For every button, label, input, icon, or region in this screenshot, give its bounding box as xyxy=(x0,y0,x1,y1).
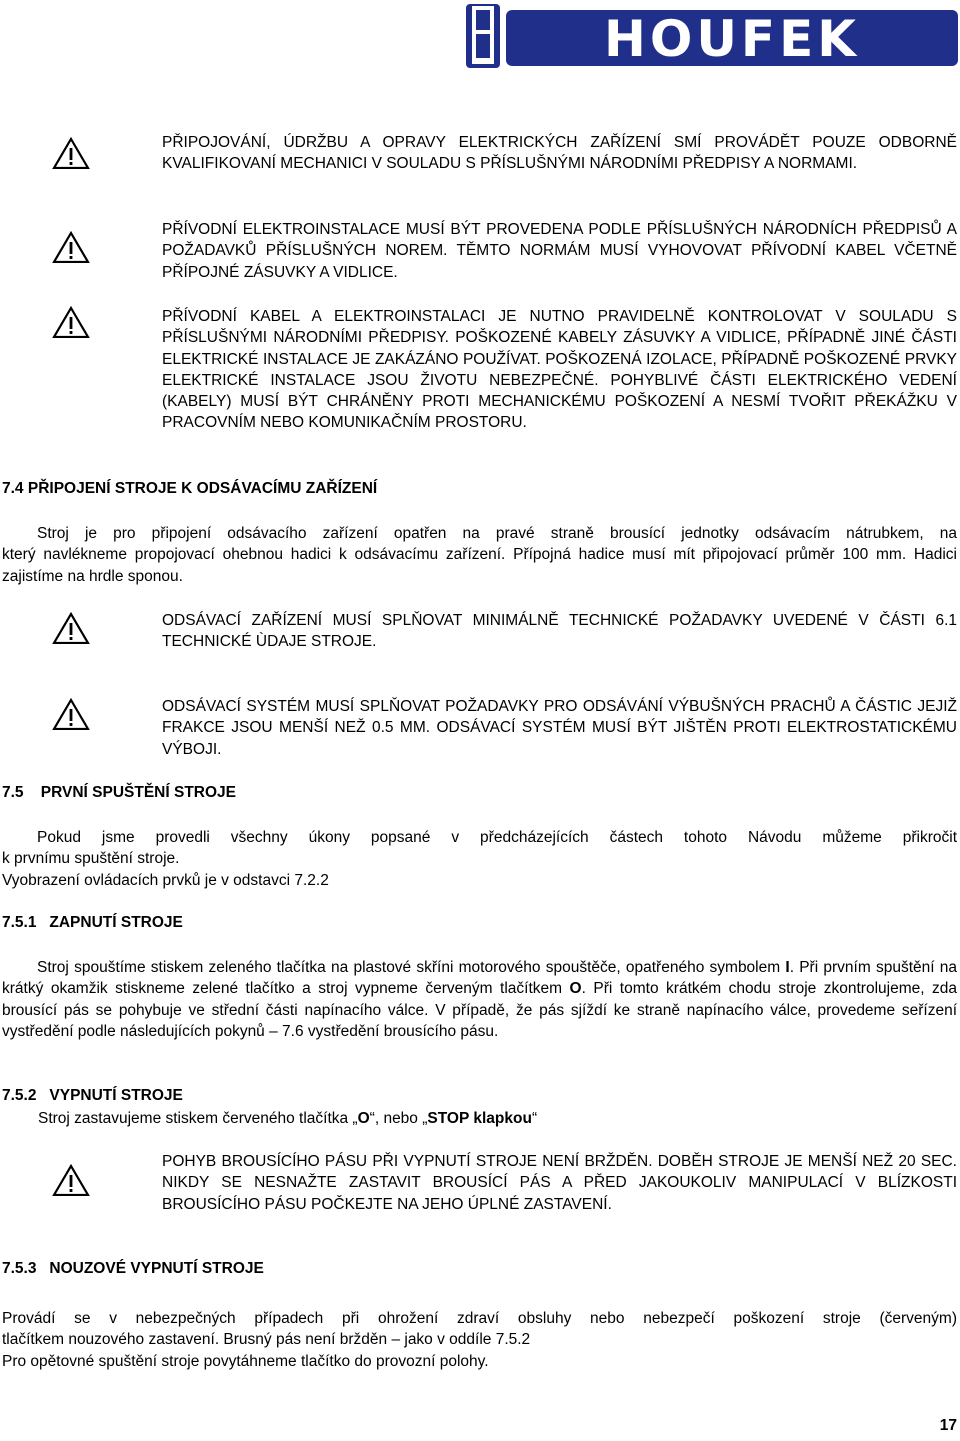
section-heading-7-5-1: 7.5.1 ZAPNUTÍ STROJE xyxy=(2,914,183,931)
paragraph-text: . Při prvním spuštění na krátký okamžik stiskneme zelené tlačítko a stroj vypneme červeným tlačítkem xyxy=(2,959,957,998)
logo-tower-icon xyxy=(466,4,500,68)
paragraph-text: “ xyxy=(531,1110,538,1127)
warning-text-connection: PŘIPOJOVÁNÍ, ÚDRŽBU A OPRAVY ELEKTRICKÝCH ZAŘÍZENÍ SMÍ PROVÁDĚT POUZE ODBORNĚ KVALIFIKOVANÍ MECHANICI V SOULADU S PŘÍSLUŠNÝMI NÁRODNÍMI PŘEDPISY A NORMAMI. xyxy=(162,134,957,173)
section-7-4-paragraph xyxy=(2,523,957,587)
warning-triangle-icon xyxy=(52,612,90,644)
paragraph-line: tlačítkem nouzového zastavení. Brusný pás není bržděn – jako v oddíle 7.5.2 xyxy=(2,1331,531,1349)
paragraph-text: . Při tomto krátkém chodu stroje zkontrolujeme, zda brousící pás se pohybuje ve střední části napínacího válce. V případě, že pás sjíždí ke straně napínacího válce, provedeme seřízení vystředění podle následujících pokynů – 7.6 vystředění brousícího pásu. xyxy=(2,980,958,1040)
paragraph-line: Vyobrazení ovládacích prvků je v odstavci 7.2.2 xyxy=(2,871,329,889)
houfek-logo xyxy=(462,0,960,72)
paragraph-line: k prvnímu spuštění stroje. xyxy=(2,850,180,868)
warning-text-cable-inspection: PŘÍVODNÍ KABEL A ELEKTROINSTALACI JE NUTNO PRAVIDELNĚ KONTROLOVAT V SOULADU S PŘÍSLUŠNÝMI NÁRODNÍMI PŘEDPISY. POŠKOZENÉ KABELY ZÁSUVKY A VIDLICE, PŘÍPADNĚ JINÉ ČÁSTI ELEKTRICKÉ INSTALACE JE ZAKÁZÁNO POUŽÍVAT. POŠKOZENÁ IZOLACE, PŘÍPADNĚ POŠKOZENÉ PRVKY ELEKTRICKÉ INSTALACE JSOU ŽIVOTU NEBEZPEČNÉ. POHYBLIVÉ ČÁSTI ELEKTRICKÉHO VEDENÍ (KABELY) MUSÍ BÝT CHRÁNĚNY PROTI MECHANICKÉMU POŠKOZENÍ A NESMÍ TVOŘIT PŘEKÁŽKU V PRACOVNÍM NEBO KOMUNIKAČNÍM PROSTORU. xyxy=(162,308,957,432)
section-heading-7-4: 7.4 PŘIPOJENÍ STROJE K ODSÁVACÍMU ZAŘÍZENÍ xyxy=(2,480,378,497)
section-heading-7-5: 7.5 PRVNÍ SPUŠTĚNÍ STROJE xyxy=(2,784,237,801)
paragraph-text: Stroj zastavujeme stiskem červeného tlačítka „ xyxy=(38,1110,358,1127)
warning-triangle-icon xyxy=(52,698,90,730)
warning-text-explosive-dust: ODSÁVACÍ SYSTÉM MUSÍ SPLŇOVAT POŽADAVKY PRO ODSÁVÁNÍ VÝBUŠNÝCH PRACHŮ A ČÁSTIC JEJIŽ FRAKCE JSOU MENŠÍ NEŽ 0.5 MM. ODSÁVACÍ SYSTÉM MUSÍ BÝT JIŠTĚN PROTI ELEKTROSTATICKÉMU VÝBOJI. xyxy=(162,698,957,758)
warning-text-belt-not-braked: POHYB BROUSÍCÍHO PÁSU PŘI VYPNUTÍ STROJE NENÍ BRŽDĚN. DOBĚH STROJE JE MENŠÍ NEŽ 20 SEC. NIKDY SE NESNAŽTE ZASTAVIT BROUSÍCÍ PÁS A PŘED JAKOUKOLIV MANIPULACÍ V BLÍZKOSTI BROUSÍCÍHO PÁSU POČKEJTE NA JEHO ÚPLNÉ ZASTAVENÍ. xyxy=(162,1153,957,1213)
warning-triangle-icon xyxy=(52,137,90,169)
section-7-5-2-paragraph xyxy=(38,1108,938,1129)
paragraph-line: Pokud jsme provedli všechny úkony popsané v předcházejících částech tohoto Návodu můžeme přikročit xyxy=(37,829,957,846)
paragraph-text: který navlékneme propojovací ohebnou hadici k odsávacímu zařízení. Přípojná hadice musí mít připojovací průměr 100 mm. Hadici zajistíme na hrdle sponou. xyxy=(2,546,957,585)
symbol-o: O xyxy=(569,980,582,998)
section-heading-7-5-2: 7.5.2 VYPNUTÍ STROJE xyxy=(2,1087,183,1104)
logo-text: HOUFEK xyxy=(603,10,861,68)
warning-text-extraction-requirements: ODSÁVACÍ ZAŘÍZENÍ MUSÍ SPLŇOVAT MINIMÁLNĚ TECHNICKÉ POŽADAVKY UVEDENÉ V ČÁSTI 6.1 TECHNICKÉ ÙDAJE STROJE. xyxy=(162,612,957,651)
paragraph-text: Stroj spouštíme stiskem zeleného tlačítka na plastové skříni motorového spouštěče, opatřeného symbolem xyxy=(37,959,786,976)
section-7-5-paragraph xyxy=(2,827,957,891)
warning-text-installation: PŘÍVODNÍ ELEKTROINSTALACE MUSÍ BÝT PROVEDENA PODLE PŘÍSLUŠNÝCH NÁRODNÍCH PŘEDPISŮ A POŽADAVKŮ PŘÍSLUŠNÝCH NOREM. TĚMTO NORMÁM MUSÍ VYHOVOVAT PŘÍVODNÍ KABEL VČETNĚ PŘÍPOJNÉ ZÁSUVKY A VIDLICE. xyxy=(162,221,957,281)
paragraph-line: Provádí se v nebezpečných případech při ohrožení zdraví obsluhy nebo nebezpečí poškození stroje (červeným) xyxy=(2,1310,957,1327)
paragraph-line: Stroj je pro připojení odsávacího zařízení opatřen na pravé straně brousící jednotky odsávacím nátrubkem, na xyxy=(37,525,957,542)
section-7-5-3-paragraph xyxy=(2,1308,957,1372)
warning-triangle-icon xyxy=(52,231,90,263)
symbol-o: O xyxy=(357,1110,370,1127)
page-number: 17 xyxy=(939,1417,957,1434)
section-7-5-1-paragraph xyxy=(2,957,957,1042)
warning-triangle-icon xyxy=(52,1164,90,1196)
section-heading-7-5-3: 7.5.3 NOUZOVÉ VYPNUTÍ STROJE xyxy=(2,1260,264,1277)
paragraph-text: “, nebo „ xyxy=(369,1110,428,1127)
warning-triangle-icon xyxy=(52,306,90,338)
symbol-stop: STOP klapkou xyxy=(427,1110,532,1127)
symbol-i: I xyxy=(785,959,790,976)
paragraph-line: Pro opětovné spuštění stroje povytáhneme tlačítko do provozní polohy. xyxy=(2,1352,489,1370)
